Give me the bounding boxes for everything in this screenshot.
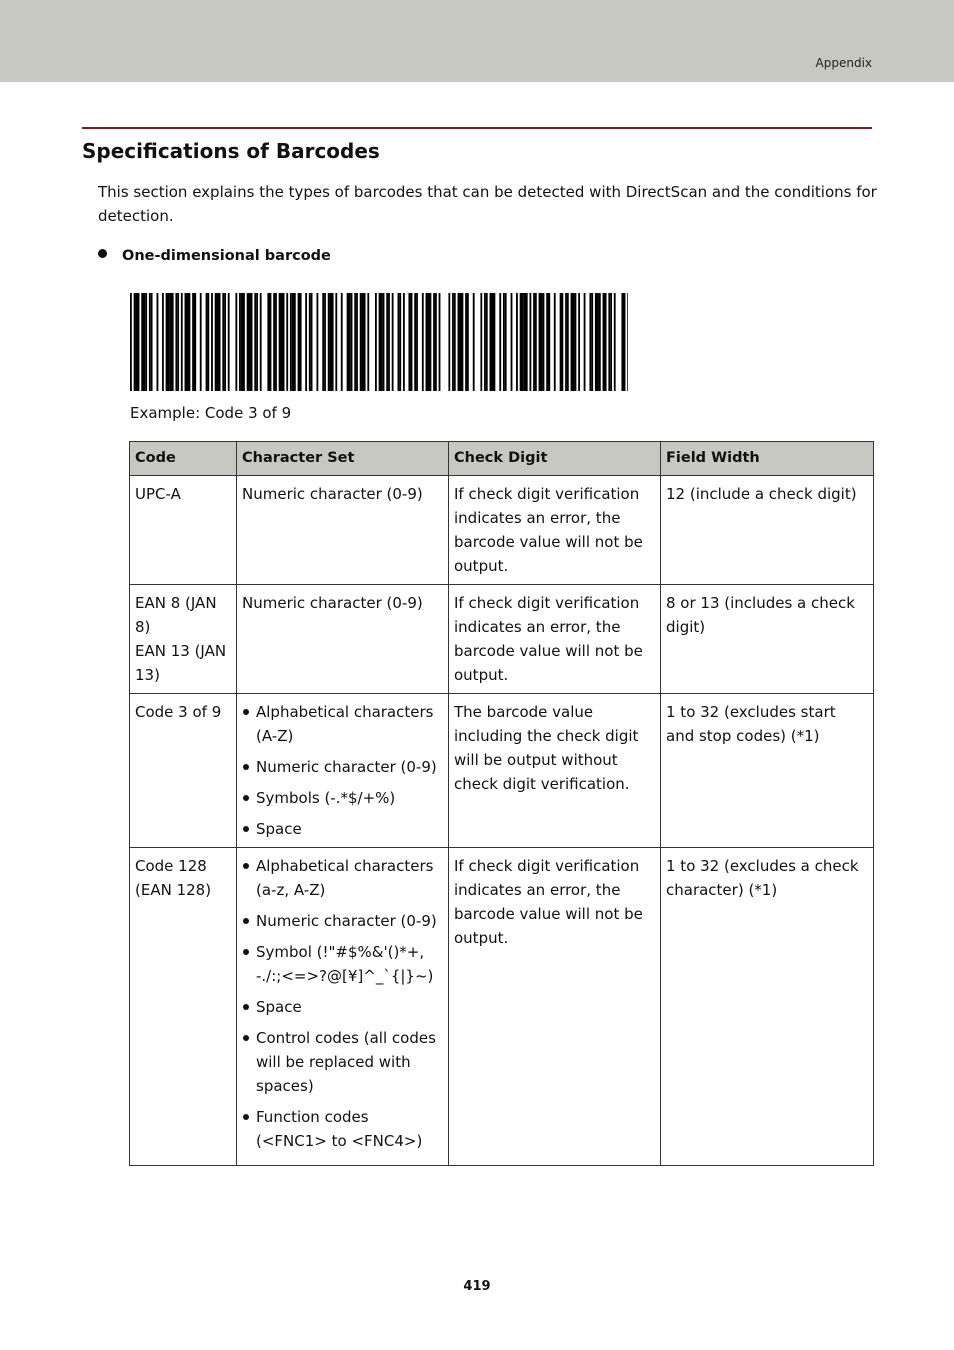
barcode-image xyxy=(130,293,628,391)
barcode-bar xyxy=(448,293,450,391)
barcode-bar xyxy=(324,293,326,391)
barcode-bar xyxy=(185,293,189,391)
barcode-bar xyxy=(603,293,607,391)
barcode-bar xyxy=(383,293,385,391)
barcode-bar xyxy=(351,293,353,391)
barcode-bar xyxy=(610,293,612,391)
example-caption: Example: Code 3 of 9 xyxy=(130,404,292,422)
title-rule xyxy=(82,127,872,129)
barcode-bar xyxy=(162,293,164,391)
charset-item: Control codes (all codes will be replaced with spaces) xyxy=(242,1026,443,1098)
charset-list xyxy=(242,700,443,841)
barcode-bar xyxy=(543,293,545,391)
barcode-bar xyxy=(145,293,147,391)
code-line: EAN 8 (JAN 8) xyxy=(135,594,217,636)
barcode-bar xyxy=(135,293,139,391)
barcode-bar xyxy=(309,293,311,391)
column-header-field-width: Field Width xyxy=(661,442,874,476)
barcode-bar xyxy=(207,293,209,391)
barcode-bar xyxy=(217,293,221,391)
charset-item: Space xyxy=(242,817,443,841)
field-width-cell: 1 to 32 (excludes start and stop codes) (*1) xyxy=(661,694,874,848)
barcode-bar xyxy=(379,293,383,391)
barcode-bar xyxy=(134,293,136,391)
barcode-bar xyxy=(398,293,400,391)
barcode-bar xyxy=(356,293,358,391)
barcode-bar xyxy=(316,293,318,391)
barcode-bar xyxy=(458,293,462,391)
barcode-bar xyxy=(465,293,467,391)
barcode-bar xyxy=(141,293,145,391)
barcode-bar xyxy=(484,293,486,391)
barcode-bar xyxy=(181,293,183,391)
barcode-bar xyxy=(215,293,217,391)
barcode-bar xyxy=(130,293,132,391)
barcode-bar xyxy=(375,293,377,391)
field-width-cell: 12 (include a check digit) xyxy=(661,476,874,585)
barcode-bar xyxy=(486,293,488,391)
barcode-bar xyxy=(524,293,528,391)
barcode-bar xyxy=(228,293,230,391)
code-cell xyxy=(130,694,237,848)
barcode-bar xyxy=(499,293,501,391)
table-row xyxy=(130,585,874,694)
barcode-bar xyxy=(166,293,170,391)
barcode-bar xyxy=(256,293,258,391)
barcode-bar xyxy=(430,293,432,391)
bullet-heading-text: One-dimensional barcode xyxy=(122,248,331,264)
table-row xyxy=(130,848,874,1166)
barcode-bar xyxy=(335,293,337,391)
barcode-bar xyxy=(267,293,271,391)
section-label: Appendix xyxy=(815,56,872,70)
charset-item: Alphabetical characters (A-Z) xyxy=(242,700,443,748)
barcode-bar xyxy=(435,293,437,391)
barcode-bar xyxy=(399,293,401,391)
barcode-bar xyxy=(426,293,430,391)
barcode-bar xyxy=(224,293,226,391)
barcode-bar xyxy=(505,293,507,391)
field-width-cell: 1 to 32 (excludes a check character) (*1) xyxy=(661,848,874,1166)
barcode-bar xyxy=(414,293,416,391)
charset-item: Function codes (<FNC1> to <FNC4>) xyxy=(242,1105,443,1153)
table-row xyxy=(130,694,874,848)
barcode-bar xyxy=(206,293,208,391)
barcode-bar xyxy=(439,293,441,391)
charset-list xyxy=(242,854,443,1153)
barcode-bar xyxy=(175,293,177,391)
barcode-bar xyxy=(386,293,388,391)
barcode-bar xyxy=(328,293,330,391)
barcode-bar xyxy=(433,293,435,391)
barcode-bar xyxy=(584,293,586,391)
barcode-bar xyxy=(354,293,356,391)
barcode-bar xyxy=(494,293,496,391)
barcode-bar xyxy=(546,293,550,391)
column-header-character-set: Character Set xyxy=(237,442,449,476)
barcode-bar xyxy=(560,293,562,391)
barcode-bar xyxy=(503,293,505,391)
barcode-bar xyxy=(422,293,424,391)
field-width-cell: 8 or 13 (includes a check digit) xyxy=(661,585,874,694)
barcode-spec-table xyxy=(129,441,874,1166)
barcode-bar xyxy=(298,293,302,391)
barcode-bar xyxy=(362,293,366,391)
barcode-bar xyxy=(599,293,601,391)
barcode-bar xyxy=(275,293,277,391)
barcode-bar xyxy=(533,293,535,391)
barcode-bar xyxy=(516,293,518,391)
barcode-bar xyxy=(627,293,628,391)
charset-item: Numeric character (0-9) xyxy=(242,755,443,779)
charset-cell xyxy=(237,476,449,585)
code-line: EAN 13 (JAN 13) xyxy=(135,642,227,684)
code-line: UPC-A xyxy=(135,485,181,503)
charset-item: Symbol (!"#$%&'()*+,-./:;<=>?@[¥]^_`{|}~) xyxy=(242,940,443,988)
barcode-bar xyxy=(149,293,151,391)
barcode-bar xyxy=(260,293,262,391)
barcode-bar xyxy=(311,293,313,391)
barcode-bar xyxy=(467,293,469,391)
barcode-bar xyxy=(247,293,249,391)
barcode-bar xyxy=(360,293,362,391)
charset-item: Alphabetical characters (a-z, A-Z) xyxy=(242,854,443,902)
code-cell xyxy=(130,848,237,1166)
check-digit-cell: If check digit verification indicates an error, the barcode value will not be output. xyxy=(449,848,661,1166)
barcode-bar xyxy=(565,293,567,391)
page-title: Specifications of Barcodes xyxy=(82,139,380,163)
barcode-bar xyxy=(535,293,537,391)
charset-text: Numeric character (0-9) xyxy=(242,485,423,503)
barcode-bar xyxy=(170,293,174,391)
barcode-bar xyxy=(211,293,213,391)
charset-item: Space xyxy=(242,995,443,1019)
check-digit-cell: If check digit verification indicates an error, the barcode value will not be output. xyxy=(449,585,661,694)
check-digit-cell: The barcode value including the check digit will be output without check digit verification. xyxy=(449,694,661,848)
barcode-bar xyxy=(392,293,394,391)
page-number: 419 xyxy=(463,1279,491,1294)
barcode-bar xyxy=(254,293,256,391)
barcode-bar xyxy=(290,293,292,391)
code-cell xyxy=(130,585,237,694)
barcode-bar xyxy=(192,293,196,391)
barcode-bar xyxy=(480,293,482,391)
barcode-bar xyxy=(241,293,245,391)
barcode-bar xyxy=(567,293,569,391)
barcode-bar xyxy=(595,293,599,391)
check-digit-cell: If check digit verification indicates an error, the barcode value will not be output. xyxy=(449,476,661,585)
barcode-bar xyxy=(608,293,610,391)
barcode-bar xyxy=(341,293,343,391)
barcode-bar xyxy=(416,293,418,391)
barcode-bar xyxy=(452,293,454,391)
barcode-bar xyxy=(571,293,575,391)
charset-cell xyxy=(237,585,449,694)
barcode-bar xyxy=(280,293,284,391)
barcode-bar xyxy=(279,293,281,391)
barcode-bar xyxy=(589,293,591,391)
barcode-bar xyxy=(490,293,494,391)
barcode-bar xyxy=(462,293,464,391)
barcode-bar xyxy=(200,293,202,391)
code-line: Code 128 (EAN 128) xyxy=(135,857,212,899)
charset-cell xyxy=(237,694,449,848)
barcode-bar xyxy=(621,293,625,391)
barcode-bar xyxy=(305,293,307,391)
bullet-icon xyxy=(98,249,107,258)
barcode-bar xyxy=(554,293,556,391)
intro-paragraph: This section explains the types of barcodes that can be detected with DirectScan and the conditions for detection. xyxy=(98,183,877,225)
barcode-bar xyxy=(249,293,253,391)
barcode-bar xyxy=(322,293,324,391)
barcode-bar xyxy=(473,293,475,391)
column-header-check-digit: Check Digit xyxy=(449,442,661,476)
barcode-bar xyxy=(330,293,334,391)
barcode-bar xyxy=(408,293,412,391)
barcode-bar xyxy=(292,293,296,391)
charset-text: Numeric character (0-9) xyxy=(242,594,423,612)
barcode-bar xyxy=(222,293,224,391)
barcode-bar xyxy=(403,293,405,391)
barcode-bar xyxy=(151,293,153,391)
barcode-bar xyxy=(529,293,531,391)
charset-item: Numeric character (0-9) xyxy=(242,909,443,933)
table-row xyxy=(130,476,874,585)
table-header-row xyxy=(130,442,874,476)
barcode-bar xyxy=(157,293,159,391)
code-line: Code 3 of 9 xyxy=(135,703,222,721)
barcode-bar xyxy=(539,293,543,391)
barcode-bar xyxy=(561,293,563,391)
barcode-bar xyxy=(614,293,616,391)
code-cell xyxy=(130,476,237,585)
charset-cell xyxy=(237,848,449,1166)
barcode-bar xyxy=(177,293,179,391)
bullet-heading xyxy=(98,248,331,264)
page-header-bar xyxy=(0,0,954,82)
barcode-bar xyxy=(286,293,288,391)
barcode-bar xyxy=(189,293,191,391)
column-header-code: Code xyxy=(130,442,237,476)
barcode-bar xyxy=(239,293,241,391)
barcode-bar xyxy=(578,293,580,391)
charset-item: Symbols (-.*$/+%) xyxy=(242,786,443,810)
barcode-bar xyxy=(273,293,275,391)
barcode-bar xyxy=(591,293,593,391)
barcode-bar xyxy=(367,293,369,391)
barcode-bar xyxy=(235,293,237,391)
barcode-bar xyxy=(520,293,524,391)
barcode-bar xyxy=(511,293,513,391)
barcode-bar xyxy=(347,293,351,391)
barcode-bar xyxy=(388,293,390,391)
barcode-bar xyxy=(454,293,456,391)
barcode-bar xyxy=(575,293,577,391)
